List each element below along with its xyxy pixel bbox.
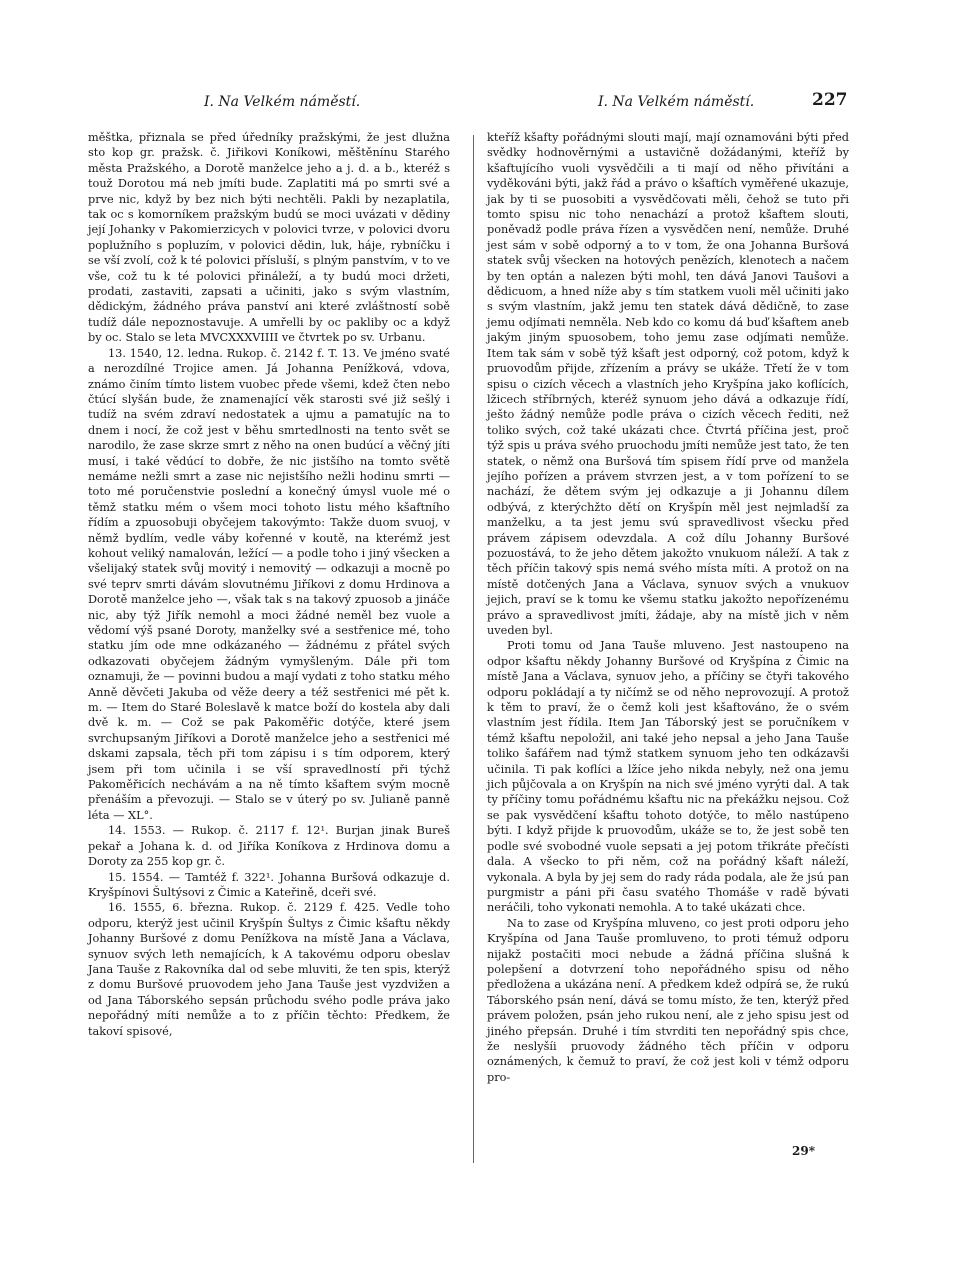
paragraph: 15. 1554. — Tamtéž f. 322¹. Johanna Buršová odkazuje d. Kryšpínovi Šultýsovi z Čimic a Kateřině, dceři své. (88, 870, 450, 899)
paragraph: 16. 1555, 6. března. Rukop. č. 2129 f. 425. Vedle toho odporu, kterýž jest učinil Kryšpín Šultys z Čimic kšaftu někdy Johanny Buršové z domu Penížkova na místě Jana a Václava, synuov svých leth nemajících, k A takovému odporu obeslav Jana Tauše z Rakovníka dal od sebe mluviti, že ten spis, kterýž z domu Buršové pruovodem jeho Jana Tauše jest vyzdvižen a od Jana Táborského sepsán průchodu svého podle práva jako nepořádný míti nemůže a to z příčin těchto: Předkem, že takoví spisové, (88, 901, 450, 1038)
paragraph: 13. 1540, 12. ledna. Rukop. č. 2142 f. T. 13. Ve jméno svaté a nerozdílné Trojice amen. Já Johanna Penížková, vdova, známo činím tímto listem vuobec přede všemi, kdež čten nebo čtúcí slyšán bude, že znamenající věk starosti své již sešlý i tudíž na svém zdraví nedostatek a ujmu a pamatujíc na to dnem i nocí, že což jest v běhu smrtedlnosti na tento svět se narodilo, že zase skrze smrt z něho na onen budúcí a věčný jíti musí, i také vědúcí to dobře, že nic jistšího na tomto světě nemáme nežli smrt a zase nic nejistšího nežli hodinu smrti — toto mé poručenstvie poslední a konečný úmysl vuole mé o těmž statku mém o všem moci tohoto listu mého kšaftního řídím a zpuosobuji obyčejem takovýmto: Takže duom svuoj, v němž bydlím, vedle váby kořenné v koutě, na kterémž jest kohout veliký namalován, ležící — a podle toho i jiný všecken a všelijaký statek svůj movitý i nemovitý — odkazuji a mocně po své teprv smrti dávám slovutnému Jiříkovi z domu Hrdinova a Dorotě manželce jeho —, však tak s na takový zpuosob a jináče nic, aby týž Jiřík nemohl a moci žádné neměl bez vuole a vědomí výš psané Doroty, manželky své a sestřenice mé, toho statku jím ode mne odkázaného — žádnému z přátel svých odkazovati obyčejem žádným vymyšleným. Dále při tom oznamuji, že — povinni budou a mají vydati z toho statku mého Anně děvčeti Jakuba od věže deery a též sestřenici mé pět k. m. — Item do Staré Boleslavě k matce boží do kostela aby dali dvě k. m. — Což se pak Pakoměřic dotýče, které jsem svrchupsaným Jiříkovi a Dorotě manželce jeho a sestřenici mé dskami zapsala, těch při tom zápisu i s tím odporem, který jsem při tom učinila i se vší spravedlností při týchž Pakoměřicích nechávám a na ně tímto kšaftem svým mocně přenáším a převozuji. — Stalo se v úterý po sv. Julianě panně léta — XL°. (88, 346, 450, 822)
left-column (88, 130, 450, 1039)
paragraph: Proti tomu od Jana Tauše mluveno. Jest nastoupeno na odpor kšaftu někdy Johanny Buršové od Kryšpína z Čimic na místě Jana a Václava, synuov jeho, a příčiny se čtyři takového odporu pokládají a ty ničímž se od něho neprovozují. A protož k těm to praví, že o čemž koli jest kšaftováno, že o svém vlastním jest řídila. Item Jan Táborský jest se poručníkem v témž kšaftu nepoložil, ani také jeho nepsal a jeho Jana Tauše toliko šafářem nad týmž statkem synuom jeho ten odkázavši učinila. Ti pak koflíci a lžíce jeho nikda nebyly, než ona jemu jich půjčovala a on Kryšpín na nich své jméno vyrýti dal. A tak ty příčiny tomu pořádnému kšaftu nic na překážku nejsou. Což se pak vysvědčení kšaftu tohoto dotýče, to mělo nastúpeno býti. I když přijde k pruovodům, ukáže se to, že jest sobě ten podle své svobodné vuole sepsati a jej potom třikráte přečísti dala. A všecko to při něm, což na pořádný kšaft náleží, vykonala. A byla by jej sem do rady ráda podala, ale že jsú pan purgmistr a páni při času svatého Thomáše v radě bývati neráčili, toho vykonati nemohla. A to také ukázati chce. (487, 639, 849, 915)
paragraph: kteříž kšafty pořádnými slouti mají, mají oznamováni býti před svědky hodnověrnými a ustavičně dožádanými, kteříž by kšaftujícího vuoli vysvědčili a ti mají od něho přivítáni a vyděkováni býti, jakž řád a právo o kšaftích vyměřené ukazuje, jak by ti se puosobiti a vysvědčovati měli, čehož se tuto při tomto spisu nic toho nenachází a protož kšaftem slouti, poněvadž podle práva řízen a vysvědčen není, nemůže. Druhé jest sám v sobě odporný a to v tom, že ona Johanna Buršová statek svůj všecken na hotových penězích, klenotech a načem by ten optán a nalezen býti mohl, ten dává Janovi Taušovi a dědicuom, a hned níže aby s tím statkem vuoli měl učiniti jako s svým vlastním, jakž jemu ten statek dává dědičně, to zase jemu odjímati nemněla. Neb kdo co komu dá buď kšaftem aneb jakým jiným spuosobem, toho jemu zase odjímati nemůže. Item tak sám v sobě týž kšaft jest odporný, což potom, když k pruovodům přijde, zřízením a právy se ukáže. Třetí že v tom spisu o cizích věcech a vlastních jeho Kryšpína jako koflících, lžicech stříbrných, kteréž synuom jeho dává a odkazuje řídí, ješto žádný nemůže podle práva o cizích věcech řediti, než toliko svých, což také ukázati chce. Čtvrtá příčina jest, proč týž spis u práva svého pruochodu jmíti nemůže jest tato, že ten statek, o němž ona Buršová tím spisem řídí prve od manžela jejího pořízen a právem stvrzen jest, a v tom pořízení to se nachází, že dětem svým jej odkazuje a ji Johannu dílem odbývá, z kterýchžto dětí on Kryšpín měl jest nejmladší za manželku, a ta jest jemu svú spravedlivost všecku před právem zápisem odevzdala. A což dílu Johanny Buršové pozuostává, to že jeho dětem jakožto vnukuom náleží. A tak z těch příčin takový spis nemá svého místa míti. A protož on na místě dotčených Jana a Václava, synuov svých a vnukuov jejich, praví se k tomu ke všemu statku jakožto nepořízenému právo a spravedlivost jmíti, žádaje, aby na místě jich v něm uveden byl. (487, 131, 849, 637)
page-number: 227 (812, 90, 848, 110)
column-divider (473, 135, 474, 1163)
paragraph: Na to zase od Kryšpína mluveno, co jest proti odporu jeho Kryšpína od Jana Tauše promluveno, to proti témuž odporu nijakž postačiti moci nebude a žádná příčina slušná k polepšení a dotvrzení toho nepořádného spisu od něho předložena a ukázána není. A předkem kdež odpírá se, že rukú Táborského psán není, dává se tomu místo, že ten, kterýž před právem položen, psán jeho rukou není, ale z jeho spisu jest od jiného přepsán. Druhé i tím stvrditi ten nepořádný spis chce, že neslyšíi pruovody žádného těch příčin v odporu oznámených, k čemuž to praví, že což jest koli v témž odporu pro- (487, 916, 849, 1084)
paragraph: měštka, přiznala se před úředníky pražskými, že jest dlužna sto kop gr. pražsk. č. Jiřikovi Koníkowi, měštěnínu Starého města Pražského, a Dorotě manželce jeho a j. d. a b., kteréž s touž Dorotou má neb jmíti bude. Zaplatiti má po smrti své a prve nic, když by bez nich býti nechtěli. Pakli by nezaplatila, tak oc s komorníkem pražským budú se moci uvázati v dědiny její Johanky v Pakomierzicych v polovici tvrze, v polovici dvoru poplužního s popluzím, v polovici dědin, luk, háje, rybníčku i se vší zvolí, což k té polovici přísluší, s plným panstvím, v to ve vše, což tu k té polovici přináleží, a ty budú moci držeti, prodati, zastaviti, zapsati a učiniti, jako s svým vlastním, dědickým, žádného práva panství ani které zvláštností sobě tudíž dále nepoznostavuje. A umřelli by oc pakliby oc a když by oc. Stalo se leta MVCXXXVIIII ve čtvrtek po sv. Urbanu. (88, 131, 450, 345)
right-column (487, 130, 849, 1085)
signature-mark: 29* (792, 1144, 815, 1158)
running-header-left: I. Na Velkém náměstí. (204, 94, 361, 110)
running-header-right: I. Na Velkém náměstí. (598, 94, 755, 110)
paragraph: 14. 1553. — Rukop. č. 2117 f. 12¹. Burjan jinak Bureš pekař a Johana k. d. od Jiříka Koníkova z Hrdinova domu a Doroty za 255 kop gr. č. (88, 824, 450, 869)
